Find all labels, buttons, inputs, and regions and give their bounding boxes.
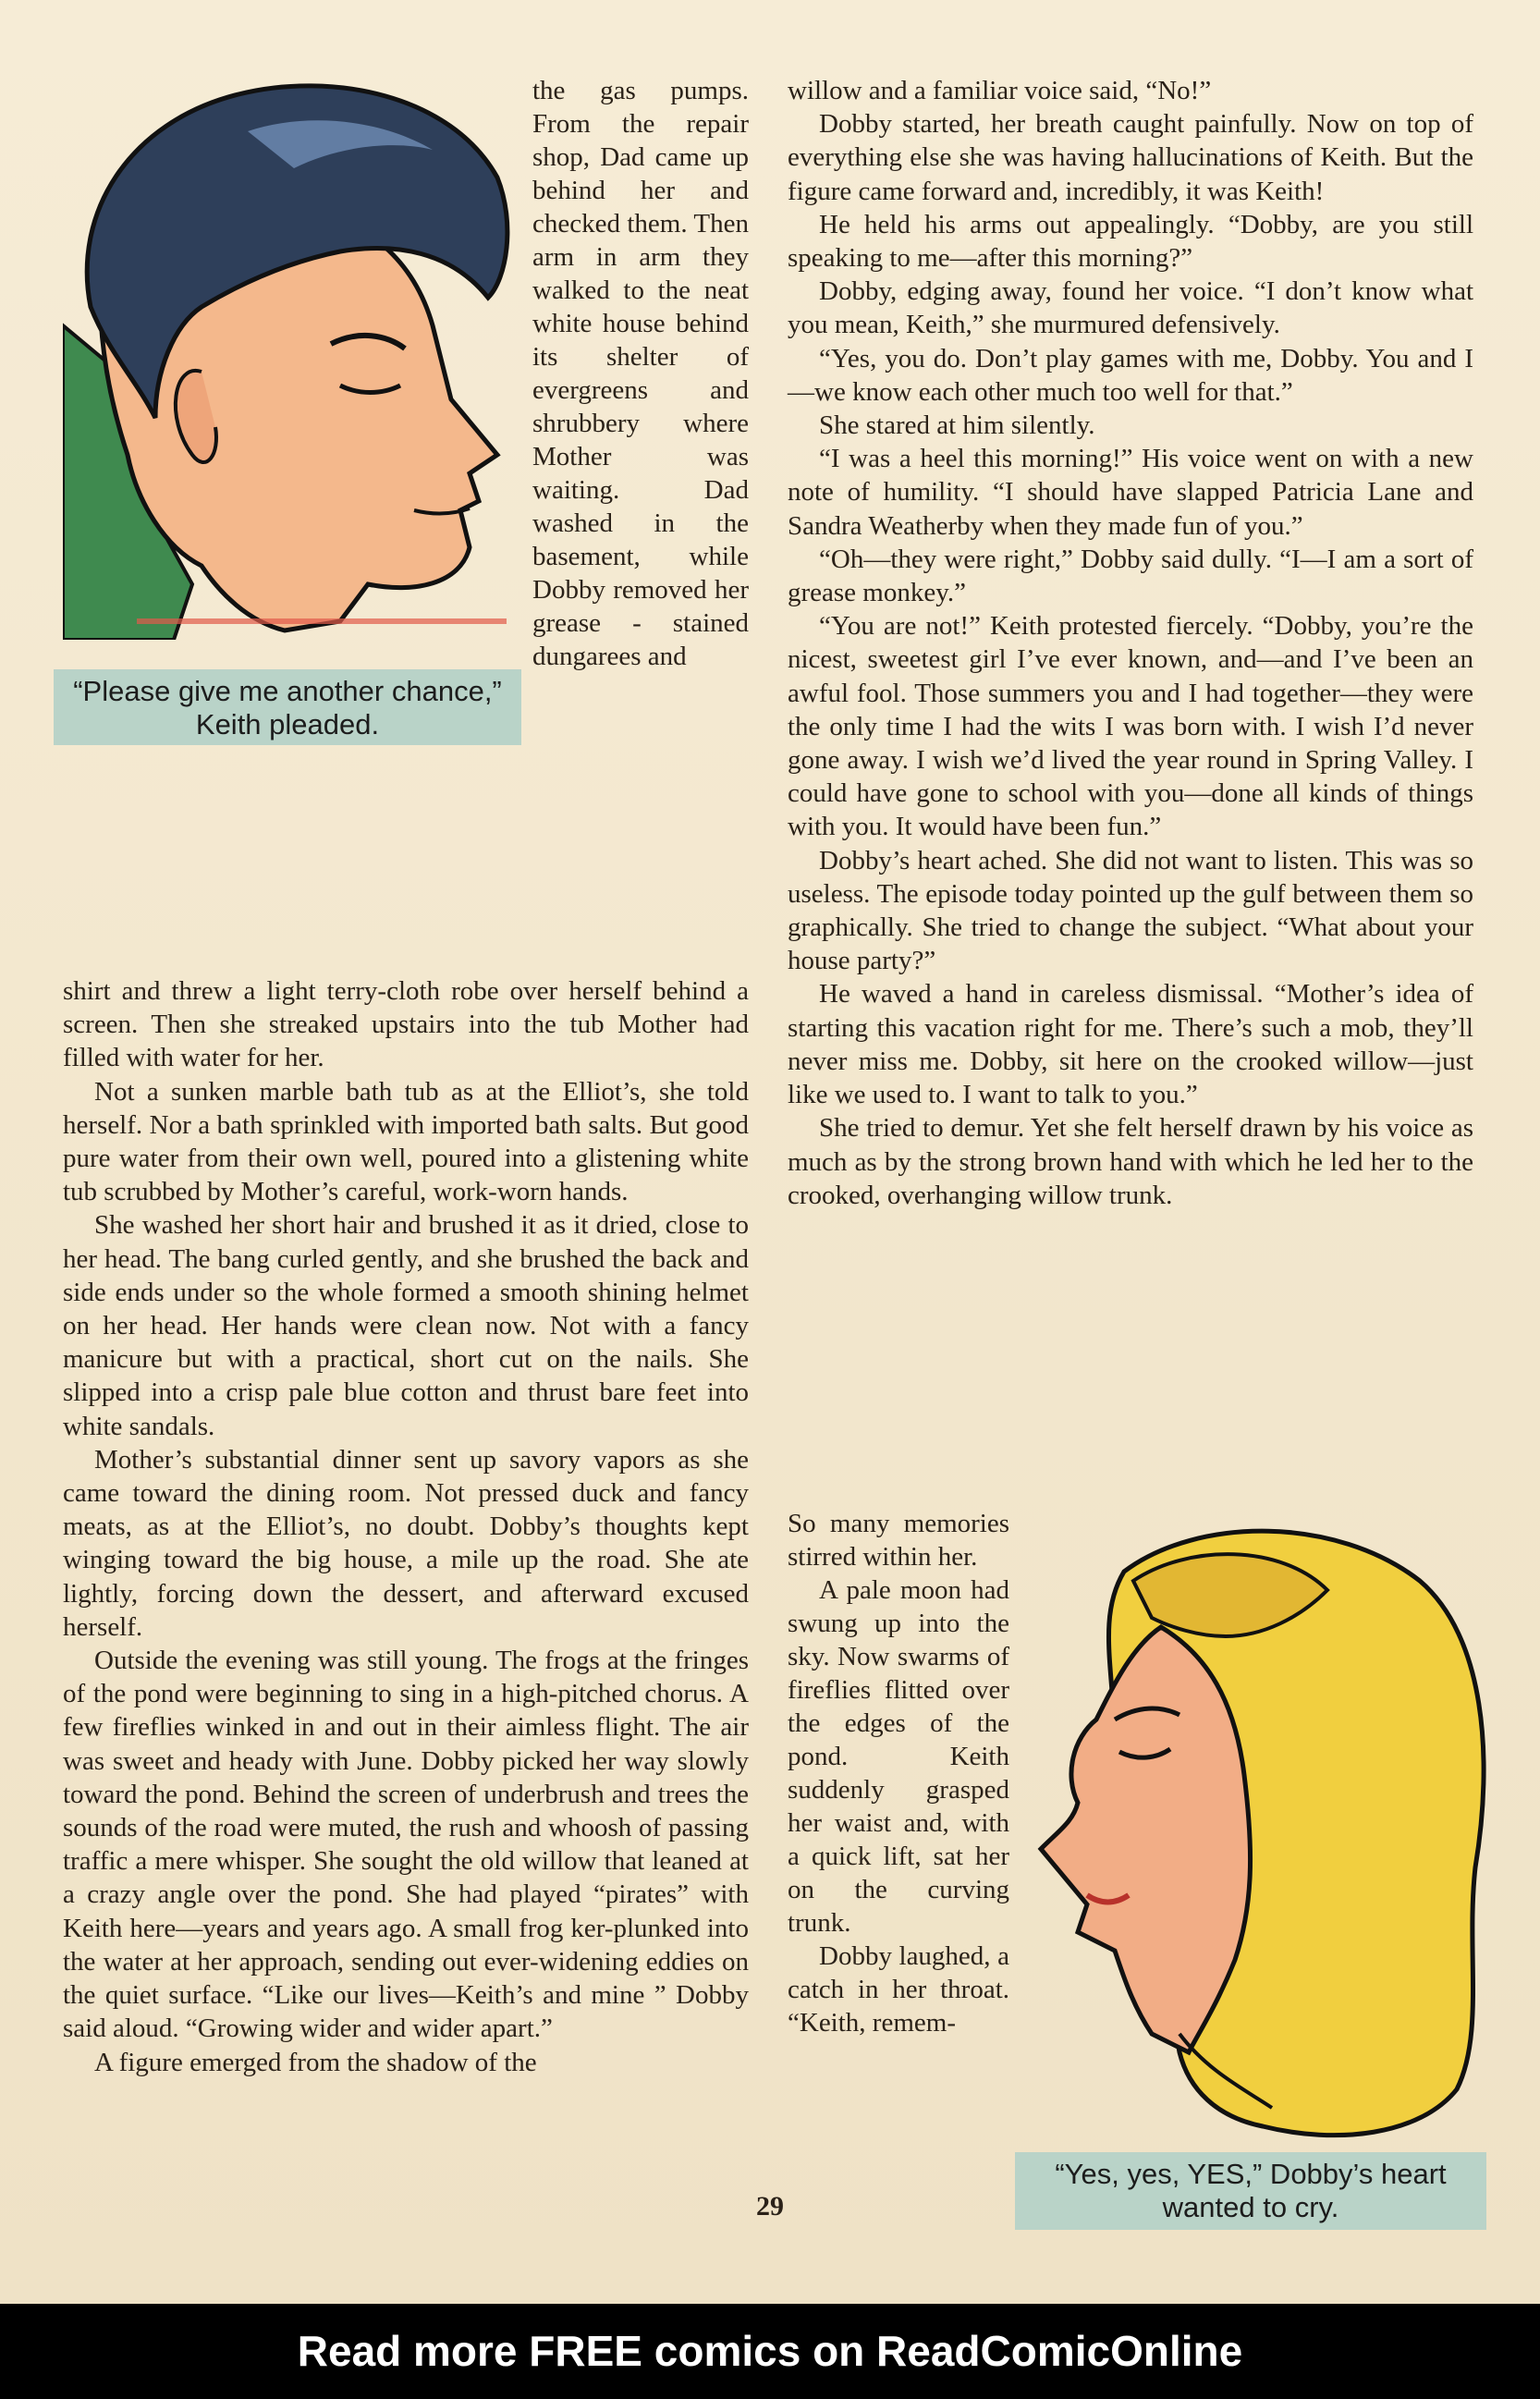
story-paragraph: Dobby, edging away, found her voice. “I don’t know what you mean, Keith,” she murmured defensively.	[788, 276, 1473, 340]
story-paragraph: She stared at him silently.	[819, 410, 1095, 441]
story-paragraph: A figure emerged from the shadow of the	[94, 2047, 537, 2077]
story-paragraph: He held his arms out appealingly. “Dobby, are you still speaking to me—after this morning?”	[788, 209, 1473, 274]
story-column-left	[63, 974, 749, 2079]
story-paragraph: He waved a hand in careless dismissal. “Mother’s idea of starting this vacation right for me. There’s such a mob, they’ll never miss me. Dobby, sit here on the crooked willow—just like we used to. I want to talk to you.”	[788, 979, 1473, 1110]
story-paragraph: “Oh—they were right,” Dobby said dully. “I—I am a sort of grease monkey.”	[788, 544, 1473, 608]
keith-portrait-illustration	[63, 67, 521, 640]
dobby-face	[1041, 1627, 1251, 2052]
story-paragraph: Dobby’s heart ached. She did not want to listen. This was so useless. The episode today pointed up the gulf between them so graphically. She tried to change the subject. “What about your house party?”	[788, 845, 1473, 976]
story-paragraph: shirt and threw a light terry-cloth robe over herself behind a screen. Then she streaked upstairs into the tub Mother had filled with water for her.	[63, 976, 749, 1073]
story-paragraph: She washed her short hair and brushed it as it dried, close to her head. The bang curled gently, and she brushed the back and side ends under so the whole formed a smooth shining helmet on her head. Her hands were clean now. Not with a fancy manicure but with a practical, short cut on the nails. She slipped into a crisp pale blue cotton and thrust bare feet into white sandals.	[63, 1210, 749, 1441]
story-paragraph: willow and a familiar voice said, “No!”	[788, 76, 1212, 105]
story-paragraph: “You are not!” Keith protested fiercely. “Dobby, you’re the nicest, sweetest girl I’ve ever known, and—and I’ve been an awful fool. Those summers you and I had together—they were the only time I had the wits I was born with. I wish I’d never gone away. I wish we’d lived the year round in Spring Valley. I could have gone to school with you—done all kinds of things with you. It would have been fun.”	[788, 611, 1473, 842]
read-more-banner[interactable]: Read more FREE comics on ReadComicOnline	[0, 2304, 1540, 2399]
story-paragraph: Outside the evening was still young. The frogs at the fringes of the pond were beginning to sing in a high-pitched chorus. A few fireflies winked in and out in their aimless flight. The air was sweet and heady with June. Dobby picked her way slowly toward the pond. Behind the screen of underbrush and trees the sounds of the road were muted, the rush and whoosh of passing traffic a mere whisper. She sought the old willow that leaned at a crazy angle over the pond. She had played “pirates” with Keith here—years and years ago. A small frog ker-plunked into the water at her approach, sending out ever-widening eddies on the quiet surface. “Like our lives—Keith’s and mine ” Dobby said aloud. “Growing wider and wider apart.”	[63, 1646, 749, 2044]
story-paragraph: Not a sunken marble bath tub as at the Elliot’s, she told herself. Nor a bath sprinkled with imported bath salts. But good pure water from their own well, poured into a glistening white tub scrubbed by Mother’s careful, work-worn hands.	[63, 1076, 749, 1207]
story-column-left-top	[532, 74, 749, 673]
story-paragraph: the gas pumps. From the repair shop, Dad came up behind her and checked them. Then arm in arm they walked to the neat white house behind its shelter of evergreens and shrubbery where Mother was waiting. Dad washed in the basement, while Dobby removed her grease - stained dungarees and	[532, 76, 749, 671]
story-paragraph: So many memories stirred within her.	[788, 1509, 1009, 1572]
story-paragraph: A pale moon had swung up into the sky. Now swarms of fireflies flitted over the edges of the pond. Keith suddenly grasped her waist and, with a quick lift, sat her on the curving trunk.	[788, 1575, 1009, 1938]
story-column-right	[788, 74, 1473, 1212]
story-paragraph: Mother’s substantial dinner sent up savory vapors as she came toward the dining room. Not pressed duck and fancy meats, as at the Elliot’s, no doubt. Dobby’s thoughts kept winging toward the big house, a mile up the road. She ate lightly, forcing down the dessert, and afterward excused herself.	[63, 1444, 749, 1642]
story-paragraph: Dobby started, her breath caught painfully. Now on top of everything else she was having hallucinations of Keith. But the figure came forward and, incredibly, it was Keith!	[788, 109, 1473, 206]
story-paragraph: “Yes, you do. Don’t play games with me, Dobby. You and I—we know each other much too well for that.”	[788, 343, 1473, 407]
story-paragraph: Dobby laughed, a catch in her throat. “Keith, remem-	[788, 1941, 1009, 2038]
dobby-portrait-illustration	[1022, 1516, 1492, 2145]
story-paragraph: She tried to demur. Yet she felt herself drawn by his voice as much as by the strong brown hand with which he led her to the crooked, overhanging willow trunk.	[788, 1113, 1473, 1210]
story-paragraph: “I was a heel this morning!” His voice went on with a new note of humility. “I should have slapped Patricia Lane and Sandra Weatherby when they made fun of you.”	[788, 444, 1473, 541]
caption-keith: “Please give me another chance,” Keith pleaded.	[54, 669, 521, 745]
story-column-right-bottom	[788, 1507, 1009, 2039]
caption-dobby: “Yes, yes, YES,” Dobby’s heart wanted to cry.	[1015, 2152, 1486, 2230]
page-number: 29	[756, 2191, 784, 2222]
